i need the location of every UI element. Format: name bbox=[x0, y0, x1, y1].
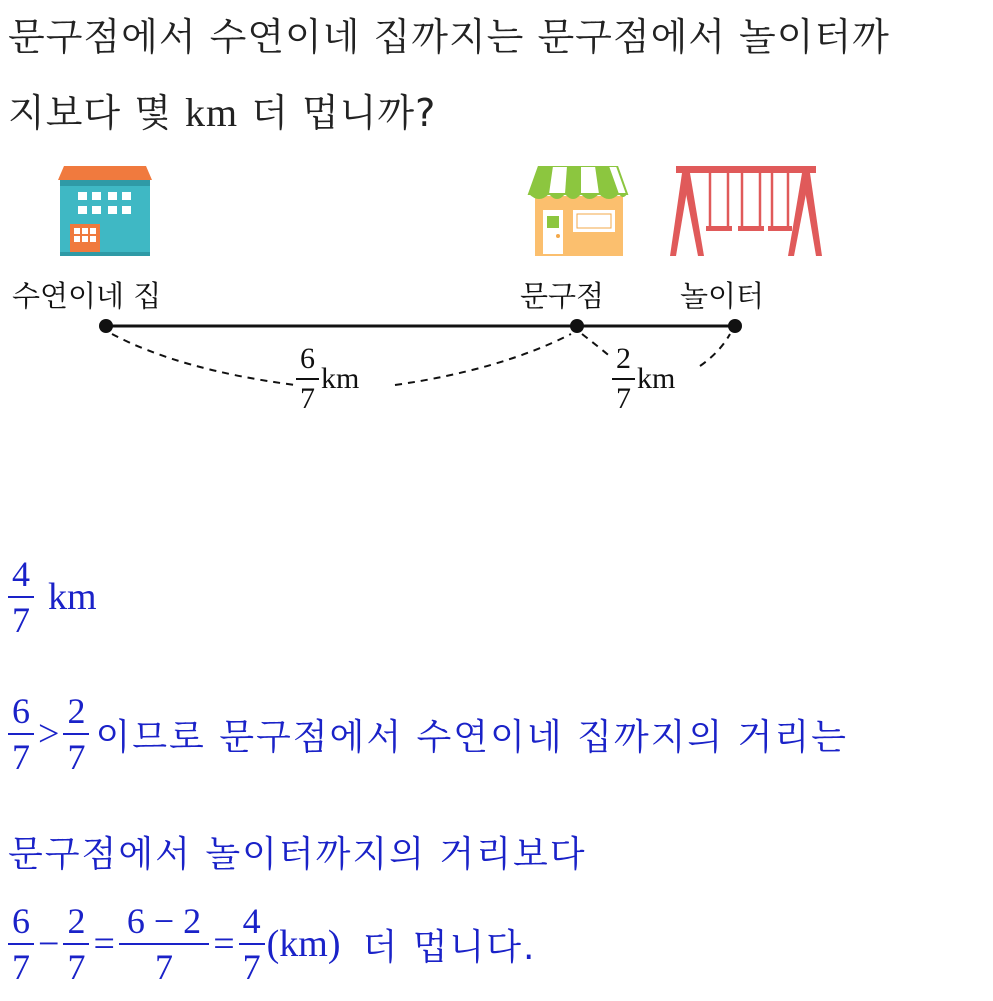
compare-operator: > bbox=[38, 713, 60, 755]
fraction-numerator: 6 bbox=[12, 691, 30, 731]
arc-store-playground-right bbox=[700, 334, 730, 366]
fraction-bar bbox=[8, 733, 34, 735]
store-icon bbox=[527, 166, 629, 256]
answer-explanation-line-1 bbox=[8, 693, 848, 775]
explanation-text-1: 이므로 문구점에서 수연이네 집까지의 거리는 bbox=[95, 716, 848, 758]
fraction-bar bbox=[63, 733, 89, 735]
fraction-bar bbox=[8, 596, 34, 598]
fraction-bar bbox=[119, 943, 209, 945]
equals-operator: = bbox=[93, 923, 115, 965]
compare-fraction-a bbox=[8, 693, 34, 775]
fraction-denominator: 7 bbox=[616, 382, 631, 415]
answer-result bbox=[8, 556, 97, 638]
fraction-bar bbox=[8, 943, 34, 945]
equation-fraction-4 bbox=[239, 903, 265, 985]
equation-unit: (km) bbox=[266, 923, 341, 965]
fraction-denominator: 7 bbox=[12, 600, 30, 640]
answer-equation bbox=[8, 903, 537, 985]
fraction-numerator: 4 bbox=[12, 554, 30, 594]
answer-unit: km bbox=[48, 576, 97, 618]
conclusion-text: 더 멉니다. bbox=[362, 926, 537, 968]
point-store bbox=[570, 319, 584, 333]
distance-unit: km bbox=[321, 362, 360, 395]
answer-fraction bbox=[8, 556, 34, 638]
question-text-b: 더 멉니까? bbox=[238, 91, 437, 135]
fraction-numerator: 6 − 2 bbox=[126, 901, 202, 941]
distance-fraction-2 bbox=[612, 344, 635, 414]
equation-fraction-1 bbox=[8, 903, 34, 985]
distance-diagram bbox=[0, 300, 993, 440]
question-line-1: 문구점에서 수연이네 집까지는 문구점에서 놀이터까 bbox=[8, 15, 890, 59]
fraction-bar bbox=[63, 943, 89, 945]
distance-label-home-store bbox=[296, 344, 359, 414]
question-unit: km bbox=[185, 90, 239, 135]
fraction-numerator: 2 bbox=[616, 342, 631, 375]
fraction-denominator: 7 bbox=[67, 947, 86, 987]
place-label-home: 수연이네 집 bbox=[12, 279, 162, 313]
explanation-text-2: 문구점에서 놀이터까지의 거리보다 bbox=[8, 834, 587, 875]
fraction-numerator: 6 bbox=[12, 901, 30, 941]
minus-operator: − bbox=[38, 923, 60, 965]
arc-home-store-right bbox=[395, 334, 571, 385]
swing-icon bbox=[670, 166, 822, 256]
arc-store-playground-left bbox=[582, 334, 612, 358]
fraction-denominator: 7 bbox=[242, 947, 261, 987]
equation-fraction-3 bbox=[119, 903, 209, 985]
fraction-bar bbox=[296, 378, 319, 380]
point-playground bbox=[728, 319, 742, 333]
fraction-denominator: 7 bbox=[155, 947, 174, 987]
fraction-bar bbox=[612, 378, 635, 380]
distance-fraction-1 bbox=[296, 344, 319, 414]
fraction-denominator: 7 bbox=[67, 737, 86, 777]
point-home bbox=[99, 319, 113, 333]
fraction-numerator: 2 bbox=[67, 901, 86, 941]
fraction-numerator: 2 bbox=[67, 691, 86, 731]
fraction-numerator: 4 bbox=[242, 901, 261, 941]
building-icon bbox=[56, 166, 154, 256]
fraction-numerator: 6 bbox=[300, 342, 315, 375]
fraction-bar bbox=[239, 943, 265, 945]
equation-fraction-2 bbox=[63, 903, 89, 985]
question-line-2 bbox=[8, 82, 436, 137]
answer-explanation-line-2 bbox=[8, 826, 587, 877]
place-label-playground: 놀이터 bbox=[680, 279, 765, 313]
distance-unit: km bbox=[637, 362, 676, 395]
fraction-denominator: 7 bbox=[12, 947, 30, 987]
fraction-denominator: 7 bbox=[12, 737, 30, 777]
compare-fraction-b bbox=[63, 693, 89, 775]
place-label-store: 문구점 bbox=[520, 279, 605, 313]
question-text-a: 지보다 몇 bbox=[8, 91, 185, 135]
distance-label-store-playground bbox=[612, 344, 675, 414]
equals-operator: = bbox=[213, 923, 235, 965]
fraction-denominator: 7 bbox=[300, 382, 315, 415]
arc-home-store-left bbox=[112, 334, 295, 385]
